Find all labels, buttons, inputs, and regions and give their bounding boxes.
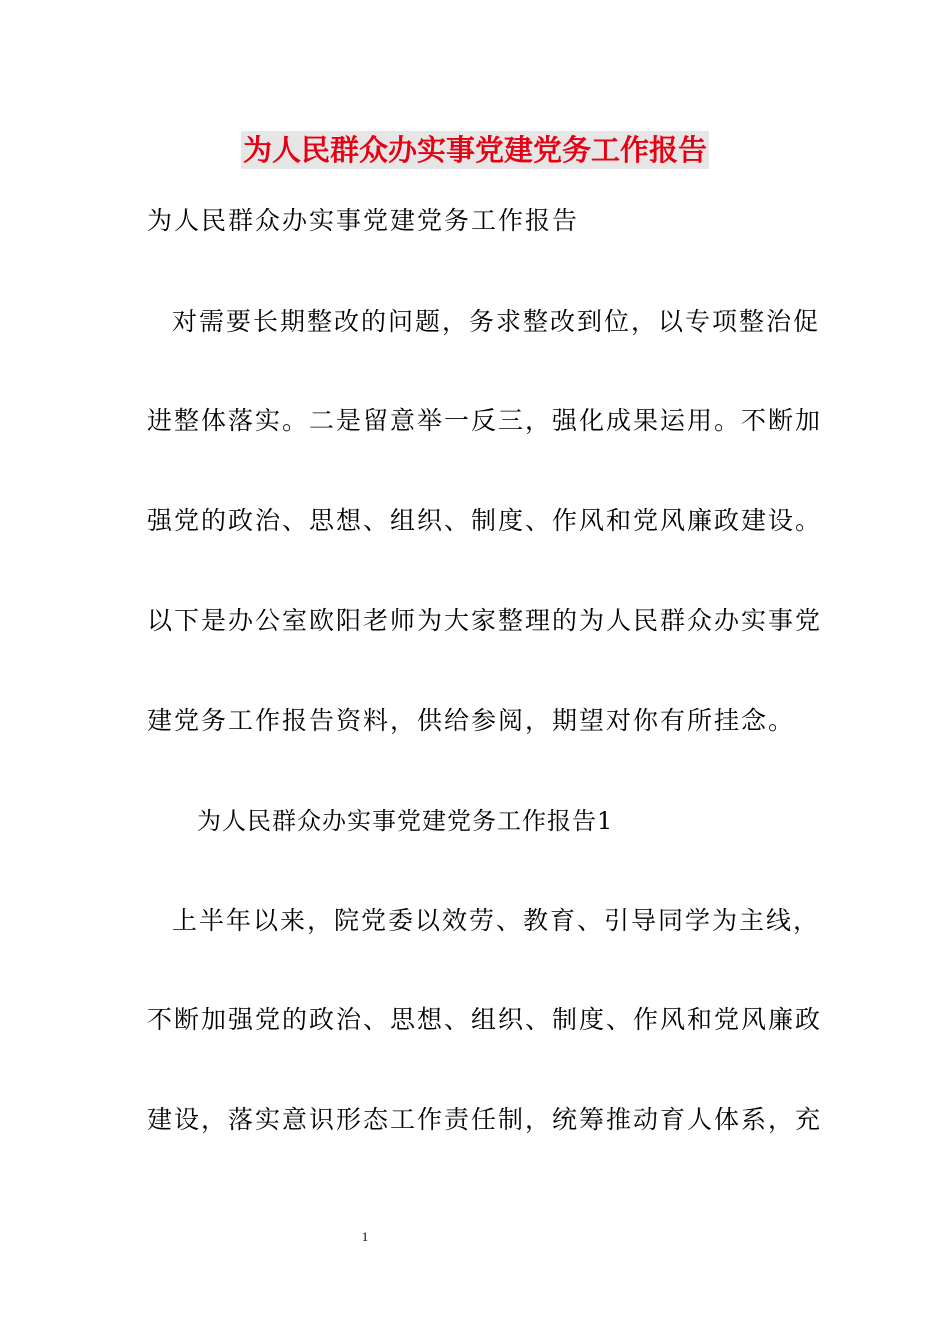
body-line-9: 建设，落实意识形态工作责任制，统筹推动育人体系，充 <box>147 1105 823 1134</box>
body-line-7: 上半年以来，院党委以效劳、教育、引导同学为主线， <box>172 906 821 935</box>
body-line-4: 强党的政治、思想、组织、制度、作风和党风廉政建设。 <box>147 506 823 535</box>
page-number: 1 <box>361 1229 369 1244</box>
title-container <box>0 131 950 169</box>
section-heading: 为人民群众办实事党建党务工作报告1 <box>197 807 614 835</box>
body-line-5: 以下是办公室欧阳老师为大家整理的为人民群众办实事党 <box>147 606 823 635</box>
body-line-6: 建党务工作报告资料，供给参阅，期望对你有所挂念。 <box>147 706 796 735</box>
body-line-3: 进整体落实。二是留意举一反三，强化成果运用。不断加 <box>147 406 823 435</box>
document-title: 为人民群众办实事党建党务工作报告 <box>242 133 707 167</box>
body-line-1: 为人民群众办实事党建党务工作报告 <box>147 206 580 235</box>
body-line-2: 对需要长期整改的问题，务求整改到位，以专项整治促 <box>172 307 821 336</box>
body-line-8: 不断加强党的政治、思想、组织、制度、作风和党风廉政 <box>147 1005 823 1034</box>
